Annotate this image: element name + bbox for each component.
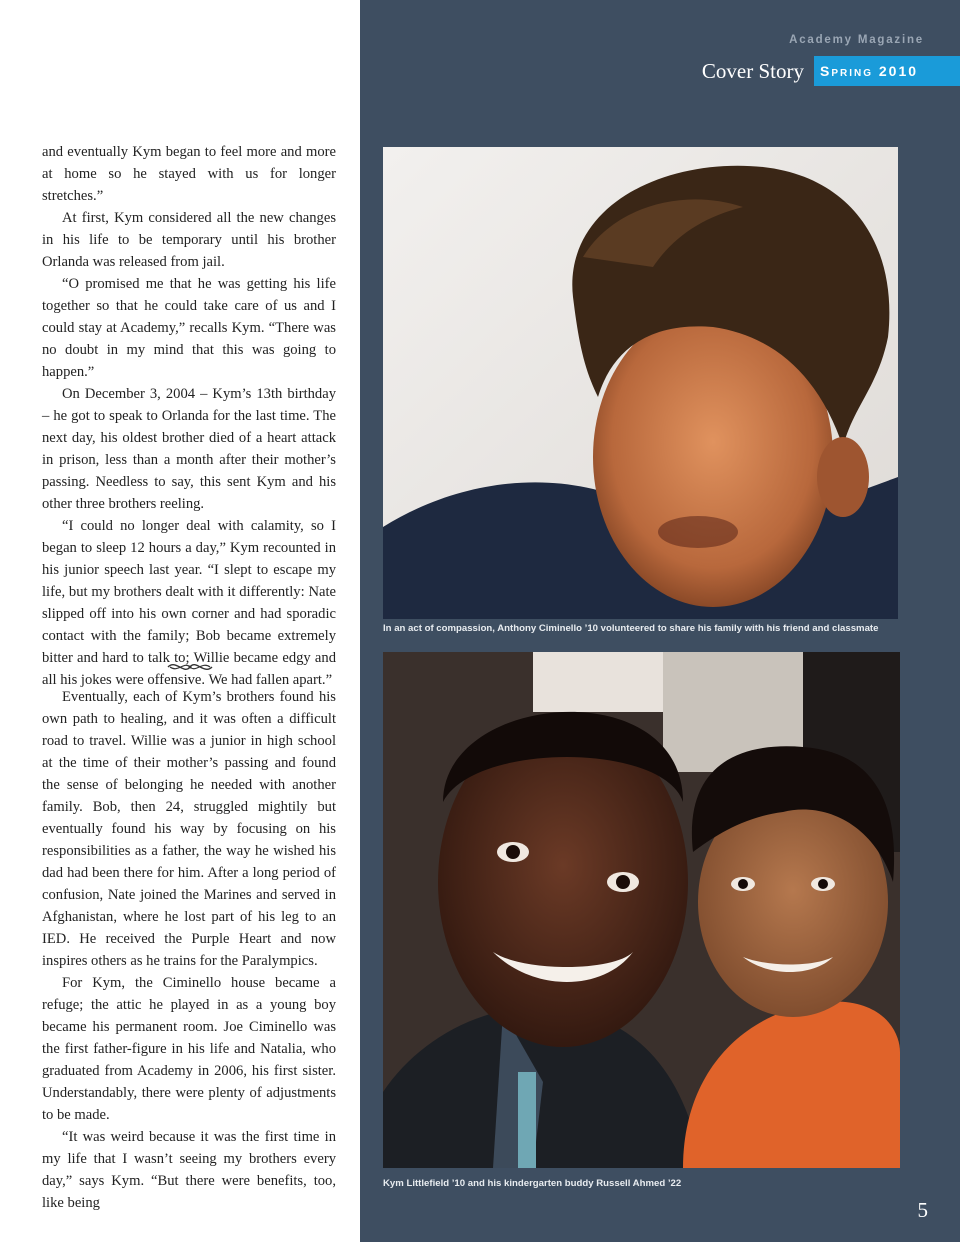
paragraph: On December 3, 2004 – Kym’s 13th birthday – he got to speak to Orlanda for the last time. The next day, his oldest brother died of a heart attack in prison, less than a month after their mother’s passing. Needless to say, this sent Kym and his other three brothers reeling. [42,386,336,512]
page-number: 5 [917,1198,928,1222]
photo-two-boys-image [383,652,900,1168]
paragraph: “O promised me that he was getting his life together so that he could take care of us and I could stay at Academy,” recalls Kym. “There was no doubt in my mind that this was going to happen.” [42,276,336,380]
article-text-block-2 [42,686,336,1214]
section-title: Cover Story [701,58,804,83]
photo-teen-boy [383,147,898,619]
section-header [702,56,960,86]
photo-teen-boy-image [383,147,898,619]
magazine-name: Academy Magazine [789,34,924,46]
section-divider-ornament-icon [166,659,214,675]
photo-two-boys [383,652,900,1168]
article-column [0,0,360,1242]
paragraph: “I could no longer deal with calamity, so I began to sleep 12 hours a day,” Kym recounted in his junior speech last year. “I slept to escape my life, but my brothers dealt with it differently: Nate slipped off into his own corner and had sporadic contact with the family; Bob became extremely bitter and hard to talk to; Willie became edgy and all his jokes were offensive. We had fallen apart.” [42,518,336,688]
photo-1-caption: In an act of compassion, Anthony Ciminello ’10 volunteered to share his family with his friend and classmate [383,623,879,634]
article-text-block-1 [42,141,336,691]
paragraph: and eventually Kym began to feel more and more at home so he stayed with us for longer stretches.” [42,144,336,204]
photo-2-caption: Kym Littlefield ’10 and his kindergarten buddy Russell Ahmed ’22 [383,1178,682,1189]
paragraph: At first, Kym considered all the new changes in his life to be temporary until his brother Orlanda was released from jail. [42,210,336,270]
paragraph: For Kym, the Ciminello house became a refuge; the attic he played in as a young boy became his permanent room. Joe Ciminello was the first father-figure in his life and Natalia, who graduated from Academy in 2006, his first sister. Understandably, there were plenty of adjustments to be made. [42,975,336,1123]
issue-badge: Spring 2010 [814,56,960,86]
paragraph: Eventually, each of Kym’s brothers found his own path to healing, and it was often a difficult road to travel. Willie was a junior in high school at the time of their mother’s passing and found the sense of belonging he needed with another family. Bob, then 24, struggled mightily but eventually found his way by focusing on his responsibilities as a father, the way he wished his dad had been there for him. After a long period of confusion, Nate joined the Marines and served in Afghanistan, where he lost part of his leg to an IED. He received the Purple Heart and now inspires others as he trains for the Paralympics. [42,689,336,969]
paragraph: “It was weird because it was the first time in my life that I wasn’t seeing my brothers every day,” says Kym. “But there were benefits, too, like being [42,1129,336,1211]
